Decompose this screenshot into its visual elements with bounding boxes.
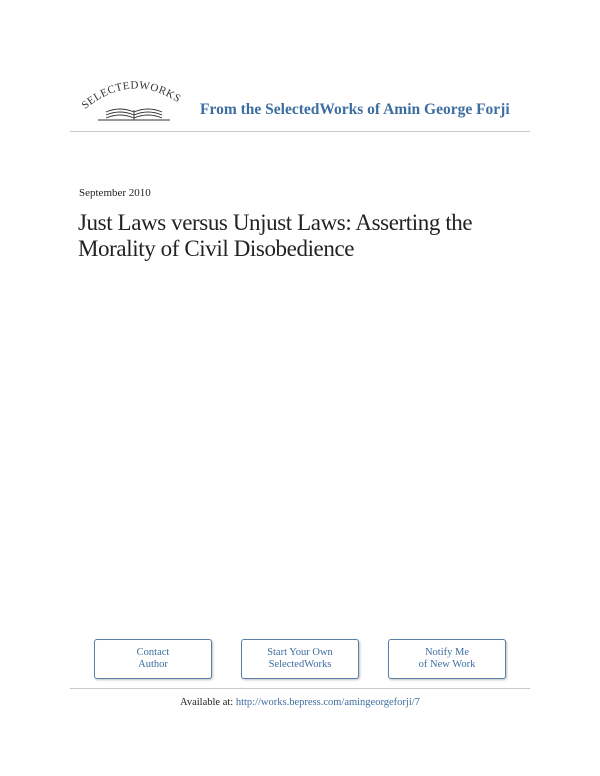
contact-author-button[interactable] — [94, 639, 212, 679]
footer-divider — [70, 688, 530, 689]
publication-date: September 2010 — [79, 187, 151, 199]
availability-line — [0, 697, 600, 708]
start-selectedworks-line1: Start Your Own — [267, 647, 333, 658]
contact-author-line2: Author — [138, 659, 168, 670]
work-url-link[interactable]: http://works.bepress.com/amingeorgeforji/7 — [235, 697, 420, 708]
title-line-2: Morality of Civil Disobedience — [78, 236, 355, 261]
notify-me-line2: of New Work — [418, 659, 476, 670]
notify-me-line1: Notify Me — [424, 647, 470, 658]
document-title — [78, 210, 518, 262]
header-divider — [70, 131, 530, 132]
svg-text:SELECTEDWORKS — [80, 79, 183, 111]
selectedworks-logo — [76, 74, 192, 124]
title-line-1: Just Laws versus Unjust Laws: Asserting the — [78, 210, 473, 235]
available-label: Available at: — [180, 697, 234, 708]
header — [70, 74, 532, 130]
logo-wordmark: SELECTEDWORKS — [79, 79, 183, 112]
notify-me-button[interactable] — [388, 639, 506, 679]
open-book-icon — [98, 109, 170, 120]
action-buttons — [94, 639, 508, 681]
contact-author-line1: Contact — [136, 647, 170, 658]
start-selectedworks-line2: SelectedWorks — [268, 659, 332, 670]
header-title[interactable]: From the SelectedWorks of Amin George Forji — [200, 101, 510, 118]
start-selectedworks-button[interactable] — [241, 639, 359, 679]
